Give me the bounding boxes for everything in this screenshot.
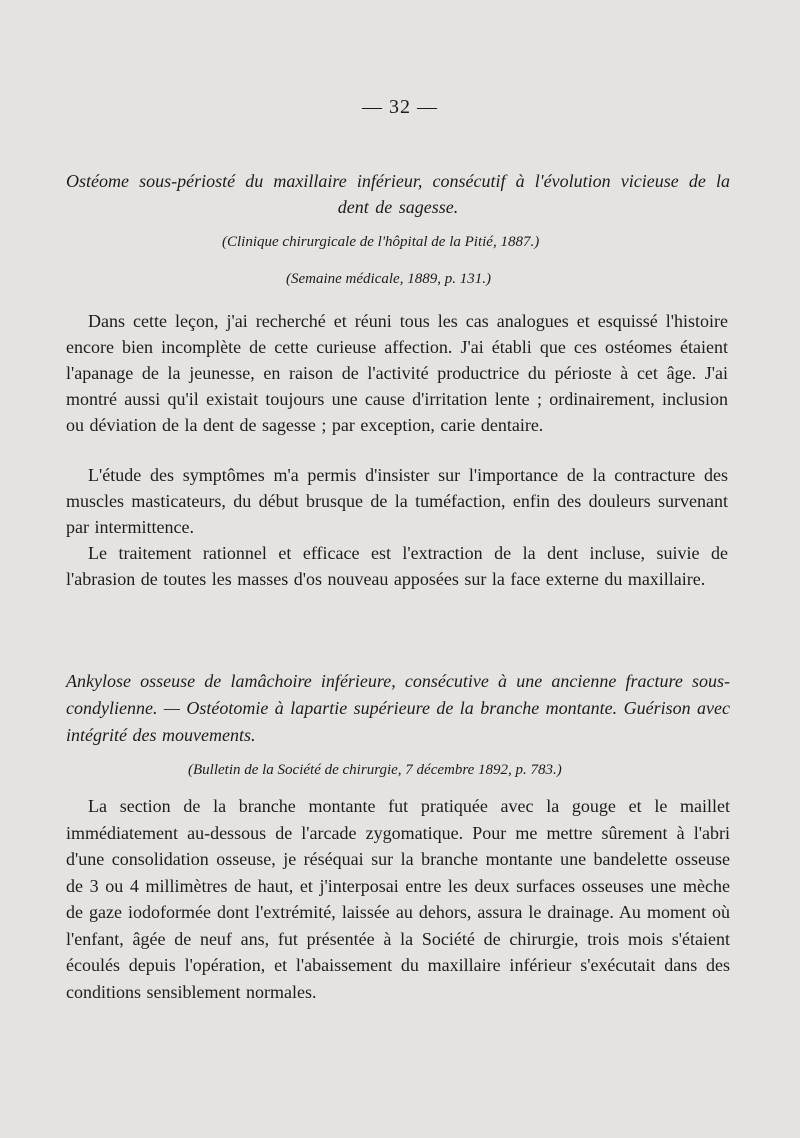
article1-paragraph-1-block [66, 308, 728, 438]
article1-reference-clinique: (Clinique chirurgicale de l'hôpital de la Pitié, 1887.) [222, 234, 540, 250]
article1-paragraph-2-block [66, 462, 728, 540]
article1-title: Ostéome sous-périosté du maxillaire inférieur, consécutif à l'évolution vicieuse de la dent de sagesse. [66, 171, 730, 217]
article1-paragraph-3: Le traitement rationnel et efficace est l'extraction de la dent incluse, suivie de l'abrasion de toutes les masses d'os nouveau apposées sur la face externe du maxillaire. [66, 543, 728, 589]
page-number: — 32 — [362, 96, 438, 118]
article2-title: Ankylose osseuse de lamâchoire inférieure, consécutive à une ancienne fracture sous-condylienne. — Ostéotomie à lapartie supérieure de la branche montante. Guérison avec intégrité des mouvements. [66, 671, 730, 745]
article1-paragraph-2: L'étude des symptômes m'a permis d'insister sur l'importance de la contracture des muscles masticateurs, du début brusque de la tuméfaction, enfin des douleurs survenant par intermittence. [66, 465, 728, 537]
article1-reference-semaine: (Semaine médicale, 1889, p. 131.) [286, 271, 491, 287]
article2-paragraph-1: La section de la branche montante fut pratiquée avec la gouge et le maillet immédiatement au-dessous de l'arcade zygomatique. Pour me mettre sûrement à l'abri d'une consolidation osseuse, je réséquai sur la branche montante une bandelette osseuse de 3 ou 4 millimètres de haut, et j'interposai entre les deux surfaces osseuses une mèche de gaze iodoformée dont l'extrémité, laissée au dehors, assura le drainage. Au moment où l'enfant, âgée de neuf ans, fut présentée à la Société de chirurgie, trois mois s'étaient écoulés depuis l'opération, et l'abaissement du maxillaire inférieur s'exécutait dans des conditions sensiblement normales. [66, 796, 730, 1002]
article2-reference-bulletin: (Bulletin de la Société de chirurgie, 7 décembre 1892, p. 783.) [188, 762, 562, 778]
article1-paragraph-1: Dans cette leçon, j'ai recherché et réuni tous les cas analogues et esquissé l'histoire encore bien incomplète de cette curieuse affection. J'ai établi que ces ostéomes étaient l'apanage de la jeunesse, en raison de l'activité productrice du périoste à cet âge. J'ai montré aussi qu'il existait toujours une cause d'irritation lente ; ordinairement, inclusion ou déviation de la dent de sagesse ; par exception, carie dentaire. [66, 311, 728, 435]
article1-paragraph-3-block [66, 540, 728, 592]
article2-paragraph-1-block [66, 793, 730, 1005]
